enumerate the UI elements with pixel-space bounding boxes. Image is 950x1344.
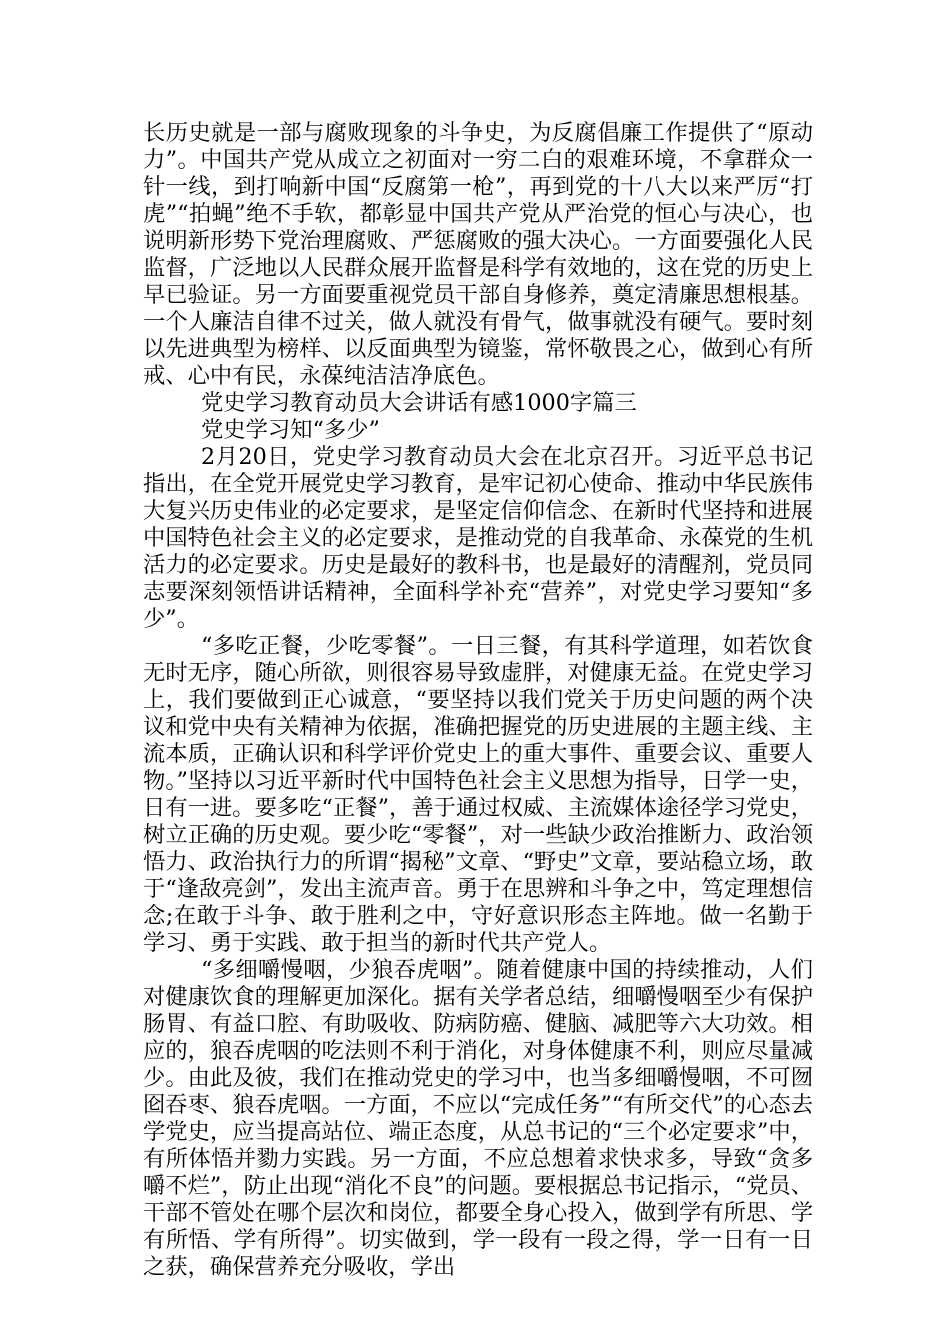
section-subtitle: 党史学习知“多少”: [201, 417, 380, 443]
paragraph-chew-slowly: “多细嚼慢咽，少狼吞虎咽”。随着健康中国的持续推动，人们对健康饮食的理解更加深化。据有关学者总结，细嚼慢咽至少有保护肠胃、有益口腔、有助吸收、防病防癌、健脑、减肥等六大功效。相应的，狼吞虎咽的吃法则不利于消化，对身体健康不利，则应尽量减少。由此及彼，我们在推动党史的学习中，也当多细嚼慢咽，不可囫囵吞枣、狼吞虎咽。一方面，不应以“完成任务”“有所交代”的心态去学党史，应当提高站位、端正态度，从总书记的“三个必定要求”中，有所体悟并勠力实践。另一方面，不应总想着求快求多，导致“贪多嚼不烂”，防止出现“消化不良”的问题。要根据总书记指示，“党员、干部不管处在哪个层次和岗位，都要全身心投入，做到学有所思、学有所悟、学有所得”。切实做到，学一段有一段之得，学一日有一日之获，确保营养充分吸收，学出: [143, 957, 813, 1280]
paragraph-anticorruption-history: 长历史就是一部与腐败现象的斗争史，为反腐倡廉工作提供了“原动力”。中国共产党从成立之初面对一穷二白的艰难环境，不拿群众一针一线，到打响新中国“反腐第一枪”，再到党的十八大以来严厉“打虎”“拍蝇”绝不手软，都彰显中国共产党从严治党的恒心与决心，也说明新形势下党治理腐败、严惩腐败的强大决心。一方面要强化人民监督，广泛地以人民群众展开监督是科学有效地的，这在党的历史上早已验证。另一方面要重视党员干部自身修养，奠定清廉思想根基。一个人廉洁自律不过关，做人就没有骨气，做事就没有硬气。要时刻以先进典型为榜样、以反面典型为镜鉴，常怀敬畏之心，做到心有所戒、心中有民，永葆纯洁洁净底色。: [143, 120, 813, 389]
paragraph-meeting-intro: 2月20日，党史学习教育动员大会在北京召开。习近平总书记指出，在全党开展党史学习教育，是牢记初心使命、推动中华民族伟大复兴历史伟业的必定要求，是坚定信仰信念、在新时代坚持和进展中国特色社会主义的必定要求，是推动党的自我革命、永葆党的生机活力的必定要求。历史是最好的教科书，也是最好的清醒剂，党员同志要深刻领悟讲话精神，全面科学补充“营养”，对党史学习要知“多少”。: [143, 444, 813, 632]
section-title: 党史学习教育动员大会讲话有感1000字篇三: [201, 390, 637, 416]
document-page: [143, 120, 813, 1281]
paragraph-regular-meals: “多吃正餐，少吃零餐”。一日三餐，有其科学道理，如若饮食无时无序，随心所欲，则很容易导致虚胖，对健康无益。在党史学习上，我们要做到正心诚意，“要坚持以我们党关于历史问题的两个决议和党中央有关精神为依据，准确把握党的历史进展的主题主线、主流本质，正确认识和科学评价党史上的重大事件、重要会议、重要人物。”坚持以习近平新时代中国特色社会主义思想为指导，日学一史，日有一进。要多吃“正餐”，善于通过权威、主流媒体途径学习党史，树立正确的历史观。要少吃“零餐”，对一些缺少政治推断力、政治领悟力、政治执行力的所谓“揭秘”文章、“野史”文章，要站稳立场，敢于“逢敌亮剑”，发出主流声音。勇于在思辨和斗争之中，笃定理想信念;在敢于斗争、敢于胜利之中，守好意识形态主阵地。做一名勤于学习、勇于实践、敢于担当的新时代共产党人。: [143, 633, 813, 956]
